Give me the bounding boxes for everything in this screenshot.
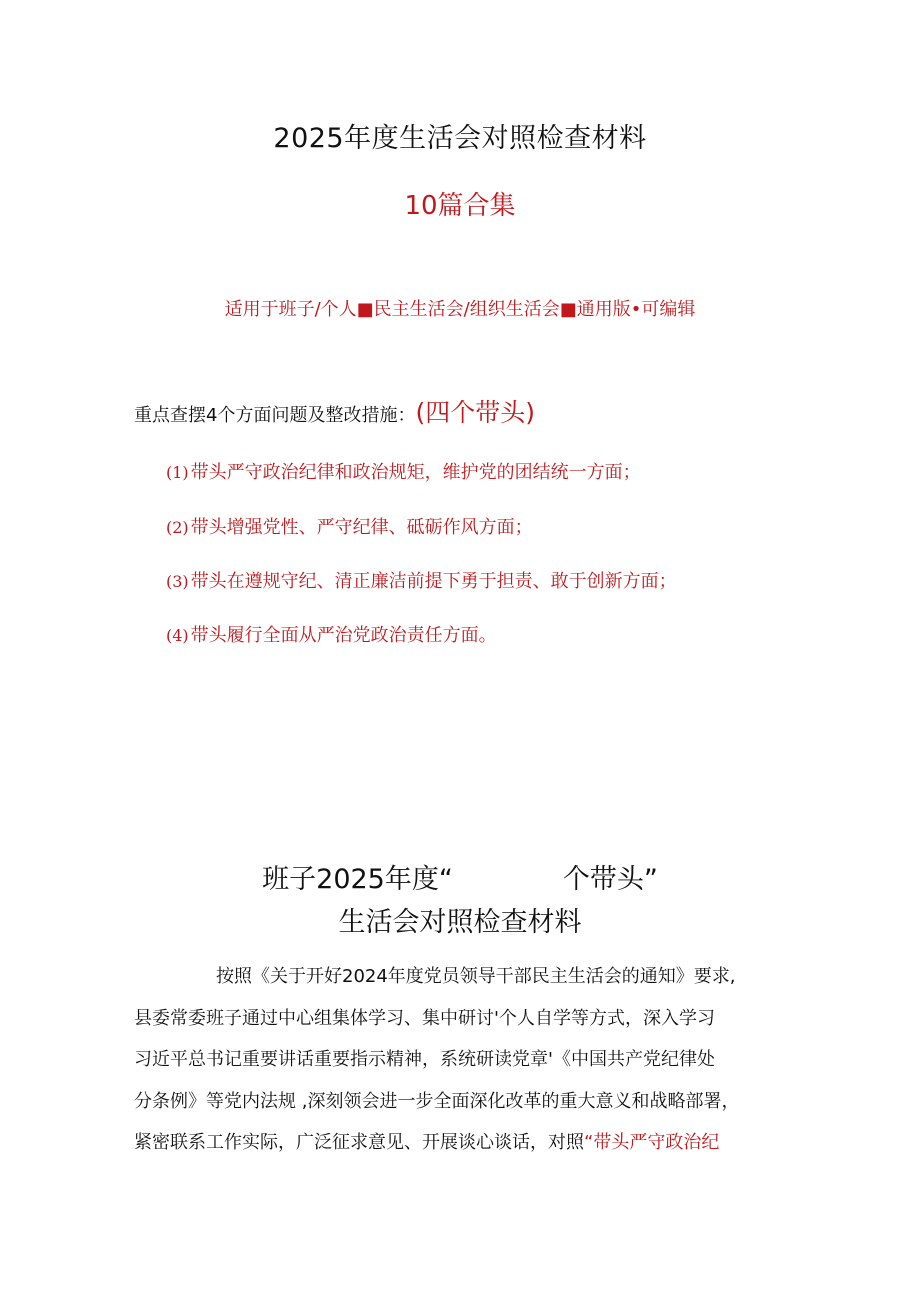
focus-item-number: (1) — [166, 463, 189, 482]
document-subtitle: 10篇合集 — [404, 191, 516, 221]
focus-item-text: 带头履行全面从严治党政治责任方面。 — [190, 625, 497, 646]
focus-item-number: (3) — [166, 572, 189, 591]
focus-item-3 — [166, 567, 677, 593]
body-paragraph — [134, 956, 794, 1164]
applies-to-note: 适用于班子/个人■民主生活会/组织生活会■通用版•可编辑 — [224, 299, 696, 320]
paragraph-line: 习近平总书记重要讲话重要指示精神，系统研读党章'《中国共产党纪律处 — [134, 1049, 715, 1070]
paragraph-line: 按照《关于开好2024年度党员领导干部民主生活会的通知》要求, — [216, 966, 736, 987]
focus-highlight: (四个带头) — [415, 398, 535, 427]
section-title-part-1: 班子2025年度“ — [262, 864, 453, 895]
focus-item-4 — [166, 621, 497, 647]
focus-item-2 — [166, 513, 533, 539]
focus-item-text: 带头严守政治纪律和政治规矩，维护党的团结统一方面； — [190, 462, 641, 483]
paragraph-line-last — [134, 1122, 794, 1164]
focus-prefix: 重点查摆4个方面问题及整改措施： — [134, 405, 416, 426]
focus-item-number: (4) — [166, 626, 189, 645]
paragraph-line: 分条例》等党内法规 ,深刻领会进一步全面深化改革的重大意义和战略部署， — [134, 1090, 740, 1112]
focus-item-text: 带头增强党性、严守纪律、砥砺作风方面； — [190, 517, 533, 538]
focus-item-text: 带头在遵规守纪、清正廉洁前提下勇于担责、敢于创新方面； — [190, 571, 677, 592]
paragraph-text: 紧密联系工作实际，广泛征求意见、开展谈心谈话，对照 — [134, 1132, 584, 1153]
paragraph-highlight: “带头严守政治纪 — [584, 1132, 720, 1153]
focus-item-1 — [166, 458, 641, 484]
section-title-line-2: 生活会对照检查材料 — [338, 907, 582, 938]
focus-heading — [134, 393, 535, 429]
focus-item-number: (2) — [166, 518, 189, 537]
section-title-line-1 — [0, 857, 920, 896]
paragraph-line: 县委常委班子通过中心组集体学习、集中研讨'个人自学等方式，深入学习 — [134, 1007, 715, 1029]
document-title: 2025年度生活会对照检查材料 — [273, 123, 647, 154]
section-title-part-2: 个带头” — [562, 864, 658, 895]
